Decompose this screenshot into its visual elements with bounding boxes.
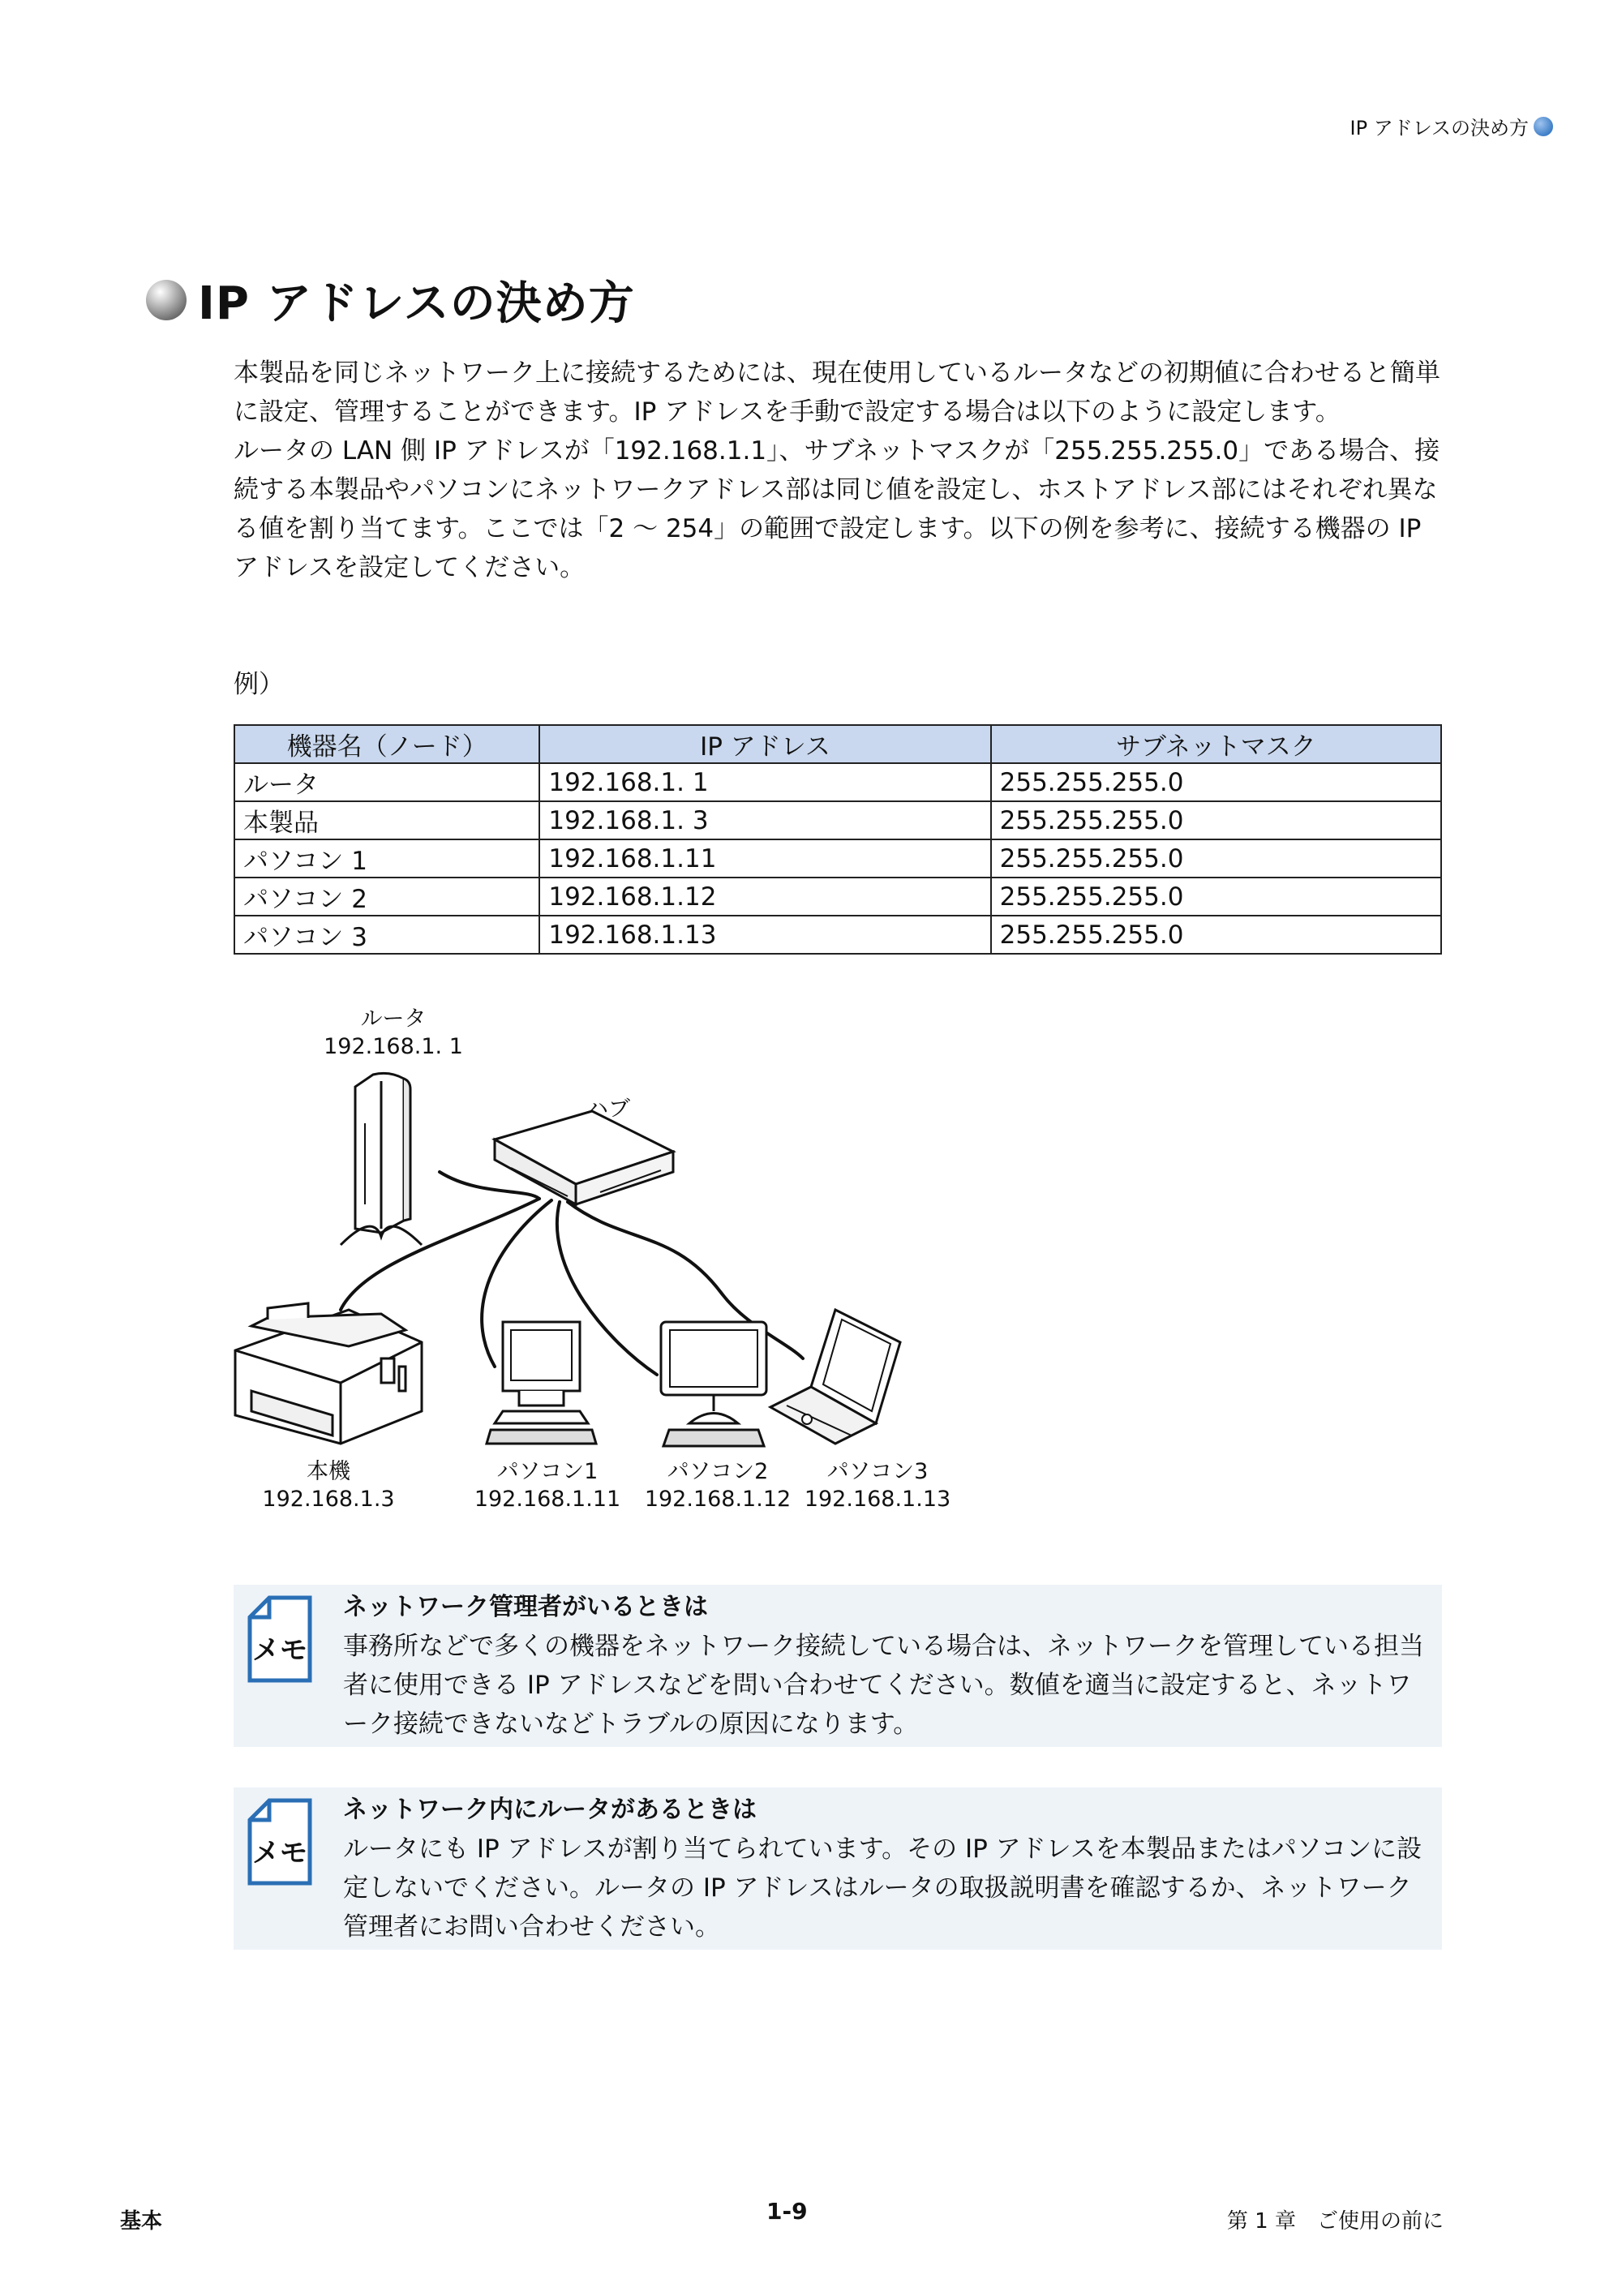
hub-label: ハブ xyxy=(586,1097,630,1122)
cell-ip: 192.168.1.12 xyxy=(539,878,990,916)
column-header-subnet: サブネットマスク xyxy=(991,725,1441,763)
printer-device xyxy=(235,1303,422,1444)
cell-subnet: 255.255.255.0 xyxy=(991,763,1441,801)
router-ip: 192.168.1. 1 xyxy=(324,1034,463,1059)
memo-body: ルータにも IP アドレスが割り当てられています。その IP アドレスを本製品またはパソコンに設定しないでください。ルータの IP アドレスはルータの取扱説明書を確認するか、ネットワーク管理者にお問い合わせください。 xyxy=(343,1835,1422,1942)
printer-label xyxy=(262,1458,394,1513)
memo-icon-text: メモ xyxy=(252,1634,307,1667)
table-row xyxy=(234,801,1441,839)
memo-body: 事務所などで多くの機器をネットワーク接続している場合は、ネットワークを管理している担当者に使用できる IP アドレスなどを問い合わせてください。数値を適当に設定すると、ネットワーク接続できないなどトラブルの原因になります。 xyxy=(343,1632,1424,1739)
network-diagram xyxy=(219,1002,981,1537)
pc1-name: パソコン1 xyxy=(496,1459,599,1484)
memo-box-admin xyxy=(234,1585,1442,1747)
pc1-label xyxy=(474,1458,620,1513)
column-header-node: 機器名（ノード） xyxy=(234,725,539,763)
ip-address-table xyxy=(234,724,1442,955)
pc1-ip: 192.168.1.11 xyxy=(474,1487,621,1512)
hub-device xyxy=(495,1111,673,1204)
memo-icon-text: メモ xyxy=(252,1837,307,1869)
network-diagram-drawing xyxy=(219,1002,981,1537)
pc2-name: パソコン2 xyxy=(667,1459,769,1484)
cell-node: パソコン 3 xyxy=(234,916,539,954)
pc3-ip: 192.168.1.13 xyxy=(804,1487,951,1512)
cell-node: ルータ xyxy=(234,763,539,801)
column-header-ip: IP アドレス xyxy=(539,725,990,763)
intro-text xyxy=(234,354,1442,587)
paragraph-2: ルータの LAN 側 IP アドレスが「192.168.1.1」、サブネットマスクが「255.255.255.0」である場合、接続する本製品やパソコンにネットワークアドレス部は同じ値を設定し、ホストアドレス部にはそれぞれ異なる値を割り当てます。ここでは「2 ～ 254」の範囲で設定します。以下の例を参考に、接続する機器の IP アドレスを設定してください。 xyxy=(234,436,1440,582)
table-row xyxy=(234,839,1441,878)
running-head-text: IP アドレスの決め方 xyxy=(1350,117,1529,139)
cell-node: パソコン 2 xyxy=(234,878,539,916)
router-label xyxy=(324,1006,463,1061)
cell-subnet: 255.255.255.0 xyxy=(991,801,1441,839)
cell-node: パソコン 1 xyxy=(234,839,539,878)
blue-dot-icon xyxy=(1534,117,1553,136)
pc2-device xyxy=(661,1322,766,1446)
cell-subnet: 255.255.255.0 xyxy=(991,878,1441,916)
footer-chapter: 第 1 章 ご使用の前に xyxy=(1226,2209,1444,2234)
cell-ip: 192.168.1. 1 xyxy=(539,763,990,801)
table-header-row xyxy=(234,725,1441,763)
table-row xyxy=(234,878,1441,916)
cell-ip: 192.168.1.11 xyxy=(539,839,990,878)
cell-node: 本製品 xyxy=(234,801,539,839)
table-row xyxy=(234,916,1441,954)
cell-subnet: 255.255.255.0 xyxy=(991,916,1441,954)
pc3-device xyxy=(770,1310,900,1444)
memo-icon xyxy=(247,1797,313,1886)
memo-box-router xyxy=(234,1787,1442,1950)
pc1-device xyxy=(487,1322,596,1444)
table-row xyxy=(234,763,1441,801)
page-number: 1-9 xyxy=(766,2198,808,2225)
memo-heading: ネットワーク管理者がいるときは xyxy=(343,1593,708,1621)
printer-name: 本機 xyxy=(307,1459,350,1484)
running-head xyxy=(1350,112,1553,140)
pc2-label xyxy=(645,1458,791,1513)
router-device xyxy=(341,1073,422,1245)
pc2-ip: 192.168.1.12 xyxy=(644,1487,792,1512)
router-name: ルータ xyxy=(360,1006,427,1032)
memo-icon xyxy=(247,1594,313,1684)
footer-section-label: 基本 xyxy=(120,2209,163,2234)
pc3-name: パソコン3 xyxy=(826,1459,929,1484)
cell-ip: 192.168.1. 3 xyxy=(539,801,990,839)
cell-ip: 192.168.1.13 xyxy=(539,916,990,954)
section-title xyxy=(146,268,635,333)
gray-ball-icon xyxy=(146,280,187,320)
cell-subnet: 255.255.255.0 xyxy=(991,839,1441,878)
page-title: IP アドレスの決め方 xyxy=(198,277,635,330)
pc3-label xyxy=(805,1458,950,1513)
printer-ip: 192.168.1.3 xyxy=(262,1487,395,1512)
example-label: 例） xyxy=(234,670,284,699)
memo-heading: ネットワーク内にルータがあるときは xyxy=(343,1796,757,1824)
paragraph-1: 本製品を同じネットワーク上に接続するためには、現在使用しているルータなどの初期値に合わせると簡単に設定、管理することができます。IP アドレスを手動で設定する場合は以下のように設定します。 xyxy=(234,358,1440,427)
